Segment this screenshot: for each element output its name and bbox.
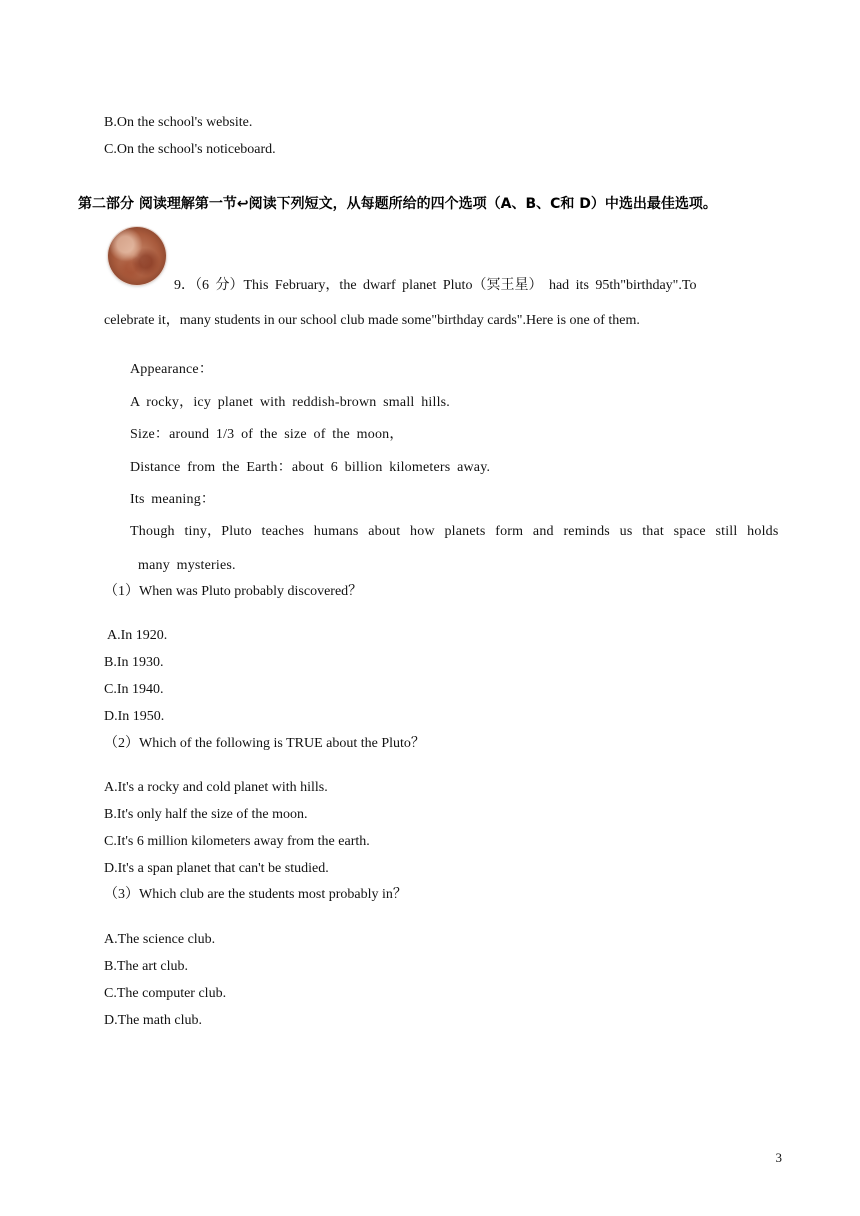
subquestion-2-stem: （2）Which of the following is TRUE about the Pluto？ bbox=[104, 736, 425, 751]
subquestion-3-option-c: C.The computer club. bbox=[104, 986, 227, 1001]
card-meaning-line2: many mysteries. bbox=[138, 558, 236, 573]
option-b-prev: B.On the school's website. bbox=[104, 115, 253, 130]
card-meaning-label: Its meaning： bbox=[130, 492, 216, 507]
card-appearance-text: A rocky，icy planet with reddish-brown small hills. bbox=[130, 395, 451, 410]
subquestion-3-option-a: A.The science club. bbox=[104, 932, 216, 947]
subquestion-3-option-b: B.The art club. bbox=[104, 959, 188, 974]
section-header: 第二部分 阅读理解第一节↩阅读下列短文，从每题所给的四个选项（A、B、C和 D）中选出最佳选项。 bbox=[78, 196, 717, 212]
subquestion-3-option-d: D.The math club. bbox=[104, 1013, 202, 1028]
subquestion-2-option-d: D.It's a span planet that can't be studied. bbox=[104, 861, 329, 876]
question-intro-line2: celebrate it，many students in our school club made some"birthday cards".Here is one of them. bbox=[104, 313, 640, 328]
subquestion-1-stem: （1）When was Pluto probably discovered？ bbox=[104, 584, 363, 599]
subquestion-1-option-a: A.In 1920. bbox=[107, 628, 168, 643]
subquestion-2-option-c: C.It's 6 million kilometers away from the earth. bbox=[104, 834, 370, 849]
card-distance-text: Distance from the Earth：about 6 billion kilometers away. bbox=[130, 460, 491, 475]
subquestion-1-option-c: C.In 1940. bbox=[104, 682, 164, 697]
card-appearance-label: Appearance： bbox=[130, 362, 214, 377]
subquestion-1-option-d: D.In 1950. bbox=[104, 709, 165, 724]
subquestion-2-option-b: B.It's only half the size of the moon. bbox=[104, 807, 308, 822]
question-intro-line1: 9．（6 分）This February，the dwarf planet Pluto（冥王星） had its 95th"birthday".To bbox=[174, 278, 697, 293]
subquestion-3-stem: （3）Which club are the students most probably in？ bbox=[104, 887, 407, 902]
option-c-prev: C.On the school's noticeboard. bbox=[104, 142, 276, 157]
card-size-text: Size：around 1/3 of the size of the moon， bbox=[130, 427, 404, 442]
pluto-image bbox=[108, 227, 166, 285]
card-meaning-line1: Though tiny，Pluto teaches humans about how planets form and reminds us that space still holds bbox=[130, 524, 779, 539]
subquestion-1-option-b: B.In 1930. bbox=[104, 655, 164, 670]
page-number: 3 bbox=[775, 1150, 782, 1165]
subquestion-2-option-a: A.It's a rocky and cold planet with hills. bbox=[104, 780, 328, 795]
